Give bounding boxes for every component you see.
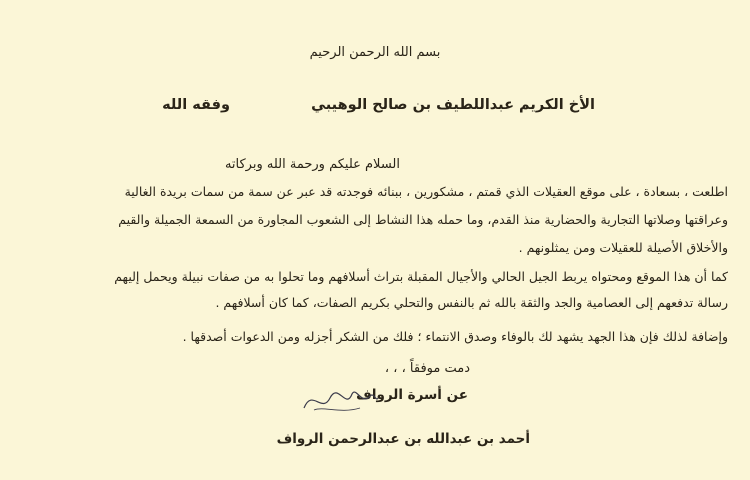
body-line-5: رسالة تدفعهم إلى العصامية والجد والثقة بالله ثم بالنفس والتحلي بكريم الصفات، كما كان أسلافهم .	[215, 295, 728, 310]
body-line-3: والأخلاق الأصيلة للعقيلات ومن يمثلونهم .	[518, 240, 728, 255]
recipient-name: الأخ الكريم عبداللطيف بن صالح الوهيبي	[311, 97, 595, 113]
sender-name: أحمد بن عبدالله بن عبدالرحمن الرواف	[276, 431, 530, 447]
body-line-2: وعراقتها وصلاتها التجارية والحضارية منذ القدم، وما حمله هذا النشاط إلى الشعوب المجاورة من السمعة الجميلة والقيم	[118, 212, 728, 227]
body-line-6: وإضافة لذلك فإن هذا الجهد يشهد لك بالوفاء وصدق الانتماء ؛ فلك من الشكر أجزله ومن الدعوات أصدقها .	[182, 329, 728, 344]
body-line-4: كما أن هذا الموقع ومحتواه يربط الجيل الحالي والأجيال المقبلة بتراث أسلافهم وما تحلوا به من صفات نبيلة ويحمل إليهم	[114, 269, 728, 284]
closing: دمت موفقاً ، ، ،	[384, 361, 470, 376]
recipient-prayer: وفقه الله	[162, 97, 230, 113]
sender-family: عن أسرة الرواف	[356, 387, 468, 403]
basmala: بسم الله الرحمن الرحيم	[309, 45, 441, 60]
signature-mark	[300, 380, 380, 420]
greeting: السلام عليكم ورحمة الله وبركاته	[224, 157, 400, 172]
body-line-1: اطلعت ، بسعادة ، على موقع العقيلات الذي قمتم ، مشكورين ، ببنائه فوجدته قد عبر عن سمة من سمات بريدة الغالية	[124, 184, 728, 199]
